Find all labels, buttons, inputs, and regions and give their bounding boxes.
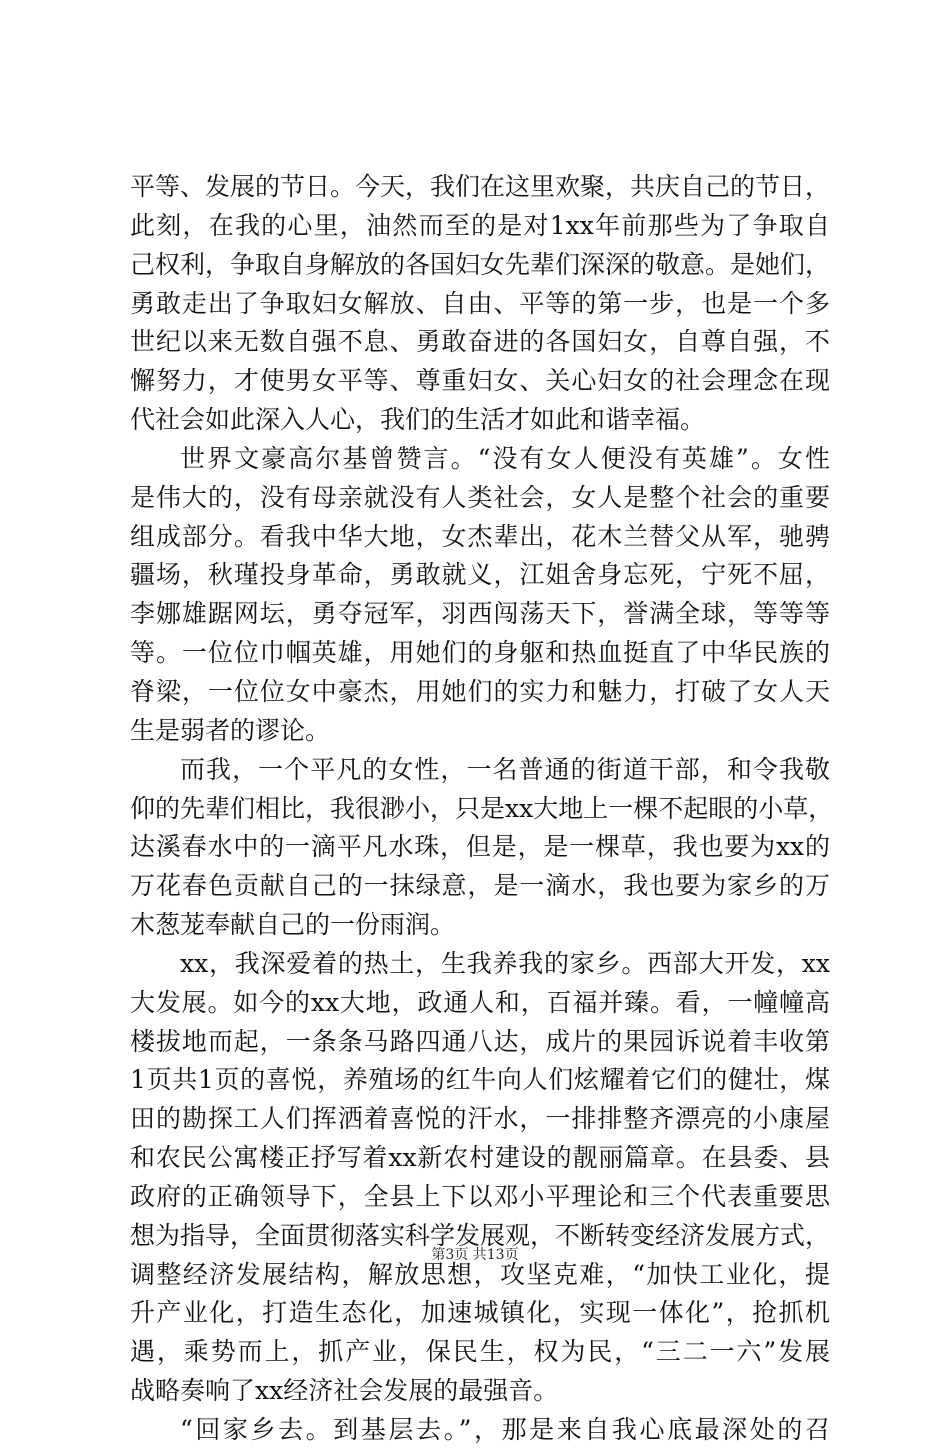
text-line: 世界文豪高尔基曾赞言。“没有女人便没有英雄”。女性 — [180, 443, 830, 473]
text-line: 大发展。如今的xx大地，政通人和，百福并臻。看，一幢幢高 — [130, 987, 830, 1017]
text-line: 世纪以来无数自强不息、勇敢奋进的各国妇女，自尊自强，不 — [130, 327, 830, 357]
text-line: 政府的正确领导下，全县上下以邓小平理论和三个代表重要思 — [130, 1181, 830, 1211]
text-line: 调整经济发展结构，解放思想，攻坚克难，“加快工业化，提 — [130, 1259, 830, 1289]
text-line: 平等、发展的节日。今天，我们在这里欢聚，共庆自己的节日， — [130, 172, 831, 201]
text-line: 田的勘探工人们挥洒着喜悦的汗水，一排排整齐漂亮的小康屋 — [130, 1104, 830, 1134]
page-footer: 第3页 共13页 — [431, 1247, 519, 1263]
text-line: 想为指导，全面贯彻落实科学发展观，不断转变经济发展方式， — [130, 1220, 831, 1250]
text-line: 遇，乘势而上，抓产业，保民生，权为民，“三二一六”发展 — [130, 1337, 830, 1367]
text-line: 组成部分。看我中华大地，女杰辈出，花木兰替父从军，驰骋 — [130, 521, 830, 551]
text-line: 此刻，在我的心里，油然而至的是对1xx年前那些为了争取自 — [130, 210, 830, 240]
text-line: “回家乡去。到基层去。”，那是来自我心底最深处的召 — [180, 1415, 830, 1444]
text-line: 脊梁，一位位女中豪杰，用她们的实力和魅力，打破了女人天 — [130, 676, 830, 706]
text-line: 而我，一个平凡的女性，一名普通的街道干部，和令我敬 — [180, 754, 830, 784]
text-line: 升产业化，打造生态化，加速城镇化，实现一体化”，抢抓机 — [130, 1298, 830, 1328]
text-line: 万花春色贡献自己的一抹绿意，是一滴水，我也要为家乡的万 — [130, 871, 830, 901]
text-line: 楼拔地而起，一条条马路四通八达，成片的果园诉说着丰收第 — [130, 1026, 830, 1056]
text-line: 李娜雄踞网坛，勇夺冠军，羽西闯荡天下，誉满全球，等等等 — [130, 599, 830, 629]
text-line: 勇敢走出了争取妇女解放、自由、平等的第一步，也是一个多 — [130, 288, 830, 318]
text-line: 等。一位位巾帼英雄，用她们的身躯和热血挺直了中华民族的 — [130, 638, 830, 668]
text-line: 木葱茏奉献自己的一份雨润。 — [130, 910, 456, 940]
text-line: 战略奏响了xx经济社会发展的最强音。 — [130, 1376, 559, 1406]
text-line: 达溪春水中的一滴平凡水珠，但是，是一棵草，我也要为xx的 — [130, 832, 830, 862]
text-line: 己权利，争取自身解放的各国妇女先辈们深深的敬意。是她们， — [130, 249, 831, 279]
text-line: 代社会如此深入人心，我们的生活才如此和谐幸福。 — [130, 405, 706, 435]
text-line: 和农民公寓楼正抒写着xx新农村建设的靓丽篇章。在县委、县 — [130, 1143, 830, 1173]
text-line: 疆场，秋瑾投身革命，勇敢就义，江姐舍身忘死，宁死不屈， — [130, 560, 830, 590]
text-line: 1页共1页的喜悦，养殖场的红牛向人们炫耀着它们的健壮，煤 — [130, 1065, 830, 1095]
text-line: 懈努力，才使男女平等、尊重妇女、关心妇女的社会理念在现 — [130, 366, 830, 396]
text-line: 是伟大的，没有母亲就没有人类社会，女人是整个社会的重要 — [130, 482, 830, 512]
text-line: xx，我深爱着的热土，生我养我的家乡。西部大开发，xx — [180, 948, 830, 978]
text-line: 仰的先辈们相比，我很渺小，只是xx大地上一棵不起眼的小草， — [130, 793, 834, 823]
text-line: 生是弱者的谬论。 — [130, 715, 331, 745]
